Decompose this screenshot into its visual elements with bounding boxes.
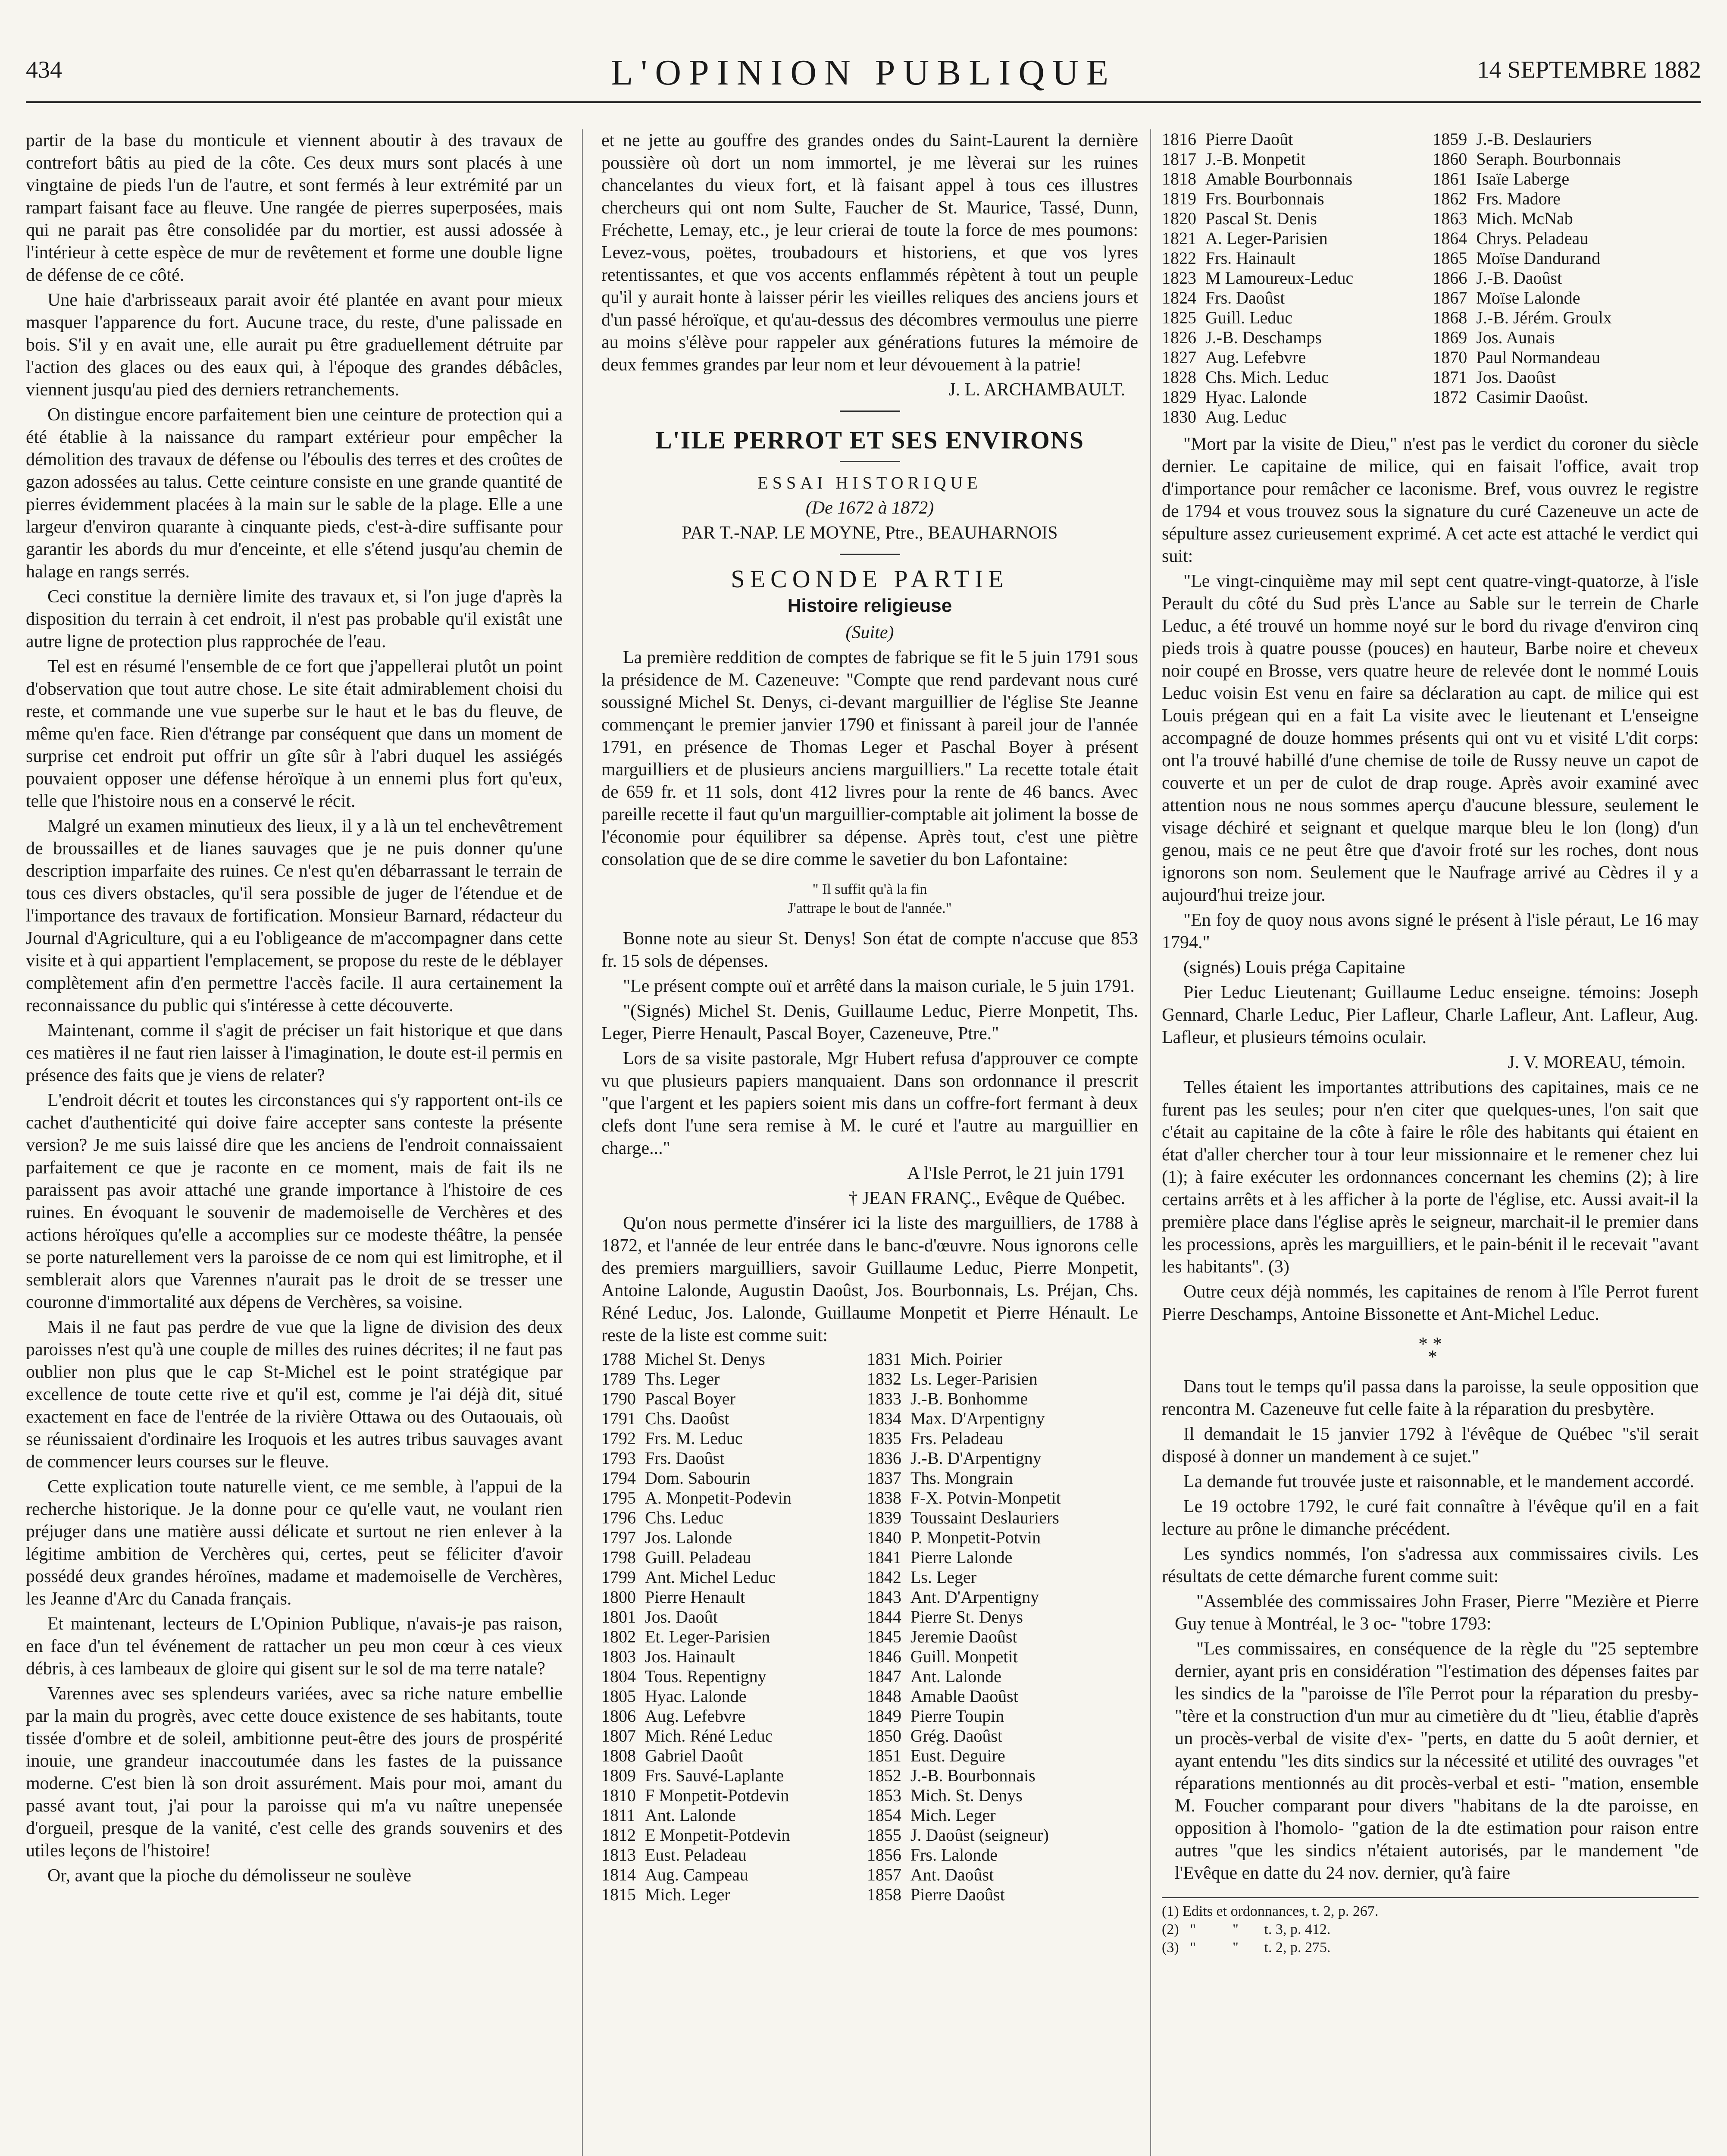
year-cell: 1854 — [867, 1805, 901, 1825]
name-cell: Ant. D'Arpentigny — [910, 1587, 1039, 1607]
name-cell: Toussaint Deslauriers — [910, 1508, 1059, 1527]
part-subtitle: Histoire religieuse — [787, 595, 952, 616]
name-cell: Mich. St. Denys — [910, 1786, 1023, 1805]
table-row — [1162, 129, 1699, 149]
table-row — [1162, 308, 1699, 328]
name-cell: Ant. Michel Leduc — [645, 1567, 776, 1587]
year-cell: 1805 — [601, 1686, 636, 1706]
name-cell: Jeremie Daoûst — [910, 1627, 1017, 1646]
column-2 — [601, 129, 1138, 1905]
name-cell: Ant. Lalonde — [910, 1667, 1001, 1686]
name-cell: Moïse Dandurand — [1476, 248, 1601, 268]
table-row — [1162, 229, 1699, 248]
name-cell: Jos. Hainault — [645, 1647, 735, 1666]
paragraph: Outre ceux déjà nommés, les capitaines de renom à l'île Perrot furent Pierre Deschamps, Antoine Bissonette et Ant-Michel Leduc. — [1162, 1282, 1699, 1324]
name-cell: Ths. Mongrain — [910, 1468, 1013, 1488]
paragraph: Pier Leduc Lieutenant; Guillaume Leduc enseigne. témoins: Joseph Gennard, Charle Leduc, Pier Lafleur, Charle Lafleur, Ant. Lafleur, Aug. Lafleur, et plusieurs témoins oculair. — [1162, 983, 1699, 1047]
paragraph: Il demandait le 15 janvier 1792 à l'évêque de Québec "s'il serait disposé à donner un mandement à ce sujet." — [1162, 1424, 1699, 1467]
paragraph: Dans tout le temps qu'il passa dans la paroisse, la seule opposition que rencontra M. Cazeneuve fut celle faite à la réparation du presbytère. — [1162, 1377, 1699, 1419]
table-row — [601, 1726, 1138, 1746]
name-cell: Frs. Sauvé-Laplante — [645, 1766, 784, 1785]
table-row — [601, 1389, 1138, 1409]
table-row — [601, 1349, 1138, 1369]
year-cell: 1828 — [1162, 367, 1196, 387]
divider — [840, 461, 900, 462]
table-row — [601, 1686, 1138, 1706]
name-cell: Frs. Madore — [1476, 189, 1561, 208]
name-cell: Frs. Peladeau — [910, 1429, 1004, 1448]
year-cell: 1793 — [601, 1448, 636, 1468]
marguilliers-table — [601, 1349, 1138, 1905]
name-cell: Isaïe Laberge — [1476, 169, 1570, 188]
name-cell: Ls. Leger — [910, 1567, 977, 1587]
table-row — [601, 1429, 1138, 1448]
name-cell: Eust. Peladeau — [645, 1845, 747, 1865]
paragraph: partir de la base du monticule et viennent aboutir à des travaux de contrefort bâtis au pied de la côte. Ces deux murs sont placés à une vingtaine de pieds l'un de l'autre, et sont fermés à leur extrémité par un rampart faisant face au fleuve. Une rangée de pierres superposées, mais qui ne parait pas être consolidée par du mortier, est aussi adossée à l'intérieur à cette espèce de mur de revêtement et forme une double ligne de défense de ce côté. — [26, 131, 563, 285]
year-cell: 1830 — [1162, 407, 1196, 426]
year-cell: 1798 — [601, 1548, 636, 1567]
year-cell: 1815 — [601, 1885, 636, 1904]
name-cell: F Monpetit-Potdevin — [645, 1786, 789, 1805]
name-cell: Hyac. Lalonde — [1205, 387, 1307, 407]
name-cell: J.-B. Deschamps — [1205, 328, 1322, 347]
name-cell: Seraph. Bourbonnais — [1476, 149, 1621, 169]
quoted-paragraph: "Assemblée des commissaires John Fraser, Pierre "Mezière et Pierre Guy tenue à Montréal, le 3 oc- "tobre 1793: — [1175, 1592, 1699, 1634]
year-cell: 1823 — [1162, 268, 1196, 288]
footnote: (3) " " t. 2, p. 275. — [1162, 1940, 1331, 1955]
name-cell: Ant. Daoûst — [910, 1865, 994, 1884]
year-cell: 1867 — [1433, 288, 1467, 307]
author-signature: J. L. ARCHAMBAULT. — [948, 380, 1125, 400]
year-cell: 1811 — [601, 1805, 635, 1825]
name-cell: Casimir Daoûst. — [1476, 387, 1589, 407]
paragraph: Et maintenant, lecteurs de L'Opinion Publique, n'avais-je pas raison, en face d'un tel événement de rattacher un peu mon cœur à ces vieux débris, à ces lambeaux de gloire qui gisent sur le sol de ma terre natale? — [26, 1614, 563, 1679]
name-cell: Frs. Hainault — [1205, 248, 1295, 268]
divider — [840, 554, 900, 555]
paragraph: Or, avant que la pioche du démolisseur ne soulève — [47, 1866, 411, 1886]
paragraph: Lors de sa visite pastorale, Mgr Hubert refusa d'approuver ce compte vu que plusieurs papiers manquaient. Dans son ordonnance il prescrit "que l'argent et les papiers soient mis dans un coffre-fort fermant à deux clefs dont l'une sera remise à M. le curé et l'autre au marguillier en charge..." — [601, 1049, 1138, 1158]
masthead: L'OPINION PUBLIQUE — [610, 53, 1117, 93]
year-cell: 1825 — [1162, 308, 1196, 327]
year-cell: 1809 — [601, 1766, 636, 1785]
name-cell: Frs. M. Leduc — [645, 1429, 743, 1448]
divider — [840, 411, 900, 412]
year-cell: 1794 — [601, 1468, 636, 1488]
table-row — [601, 1805, 1138, 1825]
poem-line: J'attrape le bout de l'année." — [788, 900, 952, 916]
year-cell: 1836 — [867, 1448, 901, 1468]
page-number: 434 — [26, 56, 62, 83]
year-cell: 1831 — [867, 1349, 901, 1369]
year-cell: 1845 — [867, 1627, 901, 1646]
table-row — [1162, 288, 1699, 308]
name-cell: Chs. Leduc — [645, 1508, 724, 1527]
year-cell: 1808 — [601, 1746, 636, 1765]
year-cell: 1792 — [601, 1429, 636, 1448]
year-cell: 1856 — [867, 1845, 901, 1865]
name-cell: Guill. Leduc — [1205, 308, 1293, 327]
year-cell: 1861 — [1433, 169, 1467, 188]
paragraph: Bonne note au sieur St. Denys! Son état de compte n'accuse que 853 fr. 15 sols de dépenses. — [601, 929, 1138, 971]
table-row — [1162, 169, 1699, 189]
year-cell: 1795 — [601, 1488, 636, 1507]
table-row — [1162, 348, 1699, 367]
paragraph: Une haie d'arbrisseaux parait avoir été plantée en avant pour mieux masquer l'apparence du fort. Aucune trace, du reste, d'une palissade en bois. S'il y en avait une, elle aurait pu être graduellement détruite par l'action des glaces ou des eaux qui, à l'époque des grandes débâcles, viennent jusqu'au pied des derniers retranchements. — [26, 290, 563, 400]
column-divider — [1150, 129, 1151, 2156]
poem-quote — [601, 880, 1138, 918]
name-cell: Moïse Lalonde — [1476, 288, 1580, 307]
table-row — [601, 1548, 1138, 1567]
paragraph: "Le vingt-cinquième may mil sept cent quatre-vingt-quatorze, à l'isle Perault du côté du Sud près L'ance au Sable sur le terrein de Charle Leduc, a été trouvé un homme noyé sur le bord du rivage d'environ cinq pieds trois à quatre pousse (pouces) en hauteur, Barbe noire et cheveux noir coupé en Brosse, vers quatre heure de relevée dont le nommé Louis Leduc voisin Est venu en faire sa déclaration au capt. de milice qui est Louis prégean qui en a fait La visite avec le lieutenant et L'enseigne accompagné de douze hommes présents qui ont vu et visité L'dit corps: ont l'a trouvé habillé d'une chemise de toile de Russy neuve un capot de couverte et un per de culot de drap rouge. Après avoir examiné avec attention nous ne nous sommes aperçu d'aucune blessure, seulement le visage déchiré et seignant et quelque marque bleu le lon (long) d'un genou, mais ce ne peut être que d'avoir froté sur les roches, dont nous ignorons son nom. Seulement que le Naufrage arrivé au Cèdres il y a aujourd'hui treize jour. — [1162, 571, 1699, 905]
table-row — [601, 1746, 1138, 1766]
name-cell: M Lamoureux-Leduc — [1205, 268, 1354, 288]
column-3 — [1162, 129, 1699, 1957]
name-cell: Chs. Daoûst — [645, 1409, 729, 1428]
paragraph: On distingue encore parfaitement bien une ceinture de protection qui a été établie à la naissance du rampart extérieur pour empêcher la démolition des travaux de défense ou l'éboulis des terres et des croûtes de gazon adossées au talus. Cette ceinture consiste en une grande quantité de pierres évidemment placées à la main sur le sable de la plage. Elle a une largeur d'environ quarante à cinquante pieds, c'est-à-dire suffisante pour garantir les abords du mur d'enceinte, et elle s'étend jusqu'au chemin de halage en rangs serrés. — [26, 405, 563, 582]
table-row — [601, 1508, 1138, 1528]
year-cell: 1817 — [1162, 149, 1196, 169]
year-cell: 1859 — [1433, 129, 1467, 149]
year-cell: 1868 — [1433, 308, 1467, 327]
name-cell: Frs. Bourbonnais — [1205, 189, 1324, 208]
name-cell: Ls. Leger-Parisien — [910, 1369, 1038, 1388]
year-cell: 1865 — [1433, 248, 1467, 268]
name-cell — [1476, 407, 1699, 427]
year-cell: 1807 — [601, 1726, 636, 1745]
year-cell: 1862 — [1433, 189, 1467, 208]
name-cell: Jos. Daoût — [645, 1607, 718, 1626]
year-cell: 1788 — [601, 1349, 636, 1369]
article-title: L'ILE PERROT ET SES ENVIRONS — [655, 426, 1085, 454]
name-cell: Dom. Sabourin — [645, 1468, 751, 1488]
year-cell: 1840 — [867, 1528, 901, 1547]
table-row — [1162, 149, 1699, 169]
year-cell: 1806 — [601, 1706, 636, 1726]
marguilliers-table-continued — [1162, 129, 1699, 427]
table-row — [1162, 407, 1699, 427]
header-rule — [26, 101, 1701, 103]
name-cell: Et. Leger-Parisien — [645, 1627, 770, 1646]
year-cell: 1858 — [867, 1885, 901, 1904]
year-cell: 1803 — [601, 1647, 636, 1666]
column-divider — [582, 129, 583, 2156]
year-cell: 1827 — [1162, 348, 1196, 367]
table-row — [601, 1448, 1138, 1468]
year-cell: 1851 — [867, 1746, 901, 1765]
year-cell: 1833 — [867, 1389, 901, 1408]
footnotes — [1162, 1897, 1699, 1957]
name-cell: Aug. Campeau — [645, 1865, 748, 1884]
table-row — [601, 1627, 1138, 1647]
table-row — [601, 1567, 1138, 1587]
year-cell: 1869 — [1433, 328, 1467, 347]
table-row — [601, 1528, 1138, 1548]
year-cell: 1847 — [867, 1667, 901, 1686]
year-cell: 1819 — [1162, 189, 1196, 208]
table-row — [601, 1885, 1138, 1905]
year-cell: 1866 — [1433, 268, 1467, 288]
issue-date: 14 SEPTEMBRE 1882 — [1477, 56, 1701, 83]
name-cell: A. Leger-Parisien — [1205, 229, 1328, 248]
year-cell: 1872 — [1433, 387, 1467, 407]
name-cell: Frs. Daoûst — [645, 1448, 725, 1468]
year-cell: 1846 — [867, 1647, 901, 1666]
table-row — [1162, 189, 1699, 209]
year-cell: 1789 — [601, 1369, 636, 1388]
name-cell: Frs. Lalonde — [910, 1845, 998, 1865]
table-row — [601, 1587, 1138, 1607]
name-cell: Jos. Aunais — [1476, 328, 1555, 347]
name-cell: Chs. Mich. Leduc — [1205, 367, 1329, 387]
year-cell: 1826 — [1162, 328, 1196, 347]
year-cell: 1791 — [601, 1409, 636, 1428]
paragraph: Tel est en résumé l'ensemble de ce fort que j'appellerai plutôt un point d'observation que tout autre chose. Le site était admirablement choisi du reste, et commande une vue superbe sur le haut et le bas du fleuve, de même qu'en face. Rien d'étrange par conséquent que dans un moment de surprise cet endroit put offrir un gîte sûr à l'abri duquel les assiégés pouvaient opposer une défense héroïque à un ennemi plus fort qu'eux, telle que l'histoire nous en a conservé le récit. — [26, 657, 563, 811]
paragraph: "Mort par la visite de Dieu," n'est pas le verdict du coroner du siècle dernier. Le capitaine de milice, qui en faisait l'office, avait trop d'importance pour remâcher ce laconisme. Bref, vous ouvrez le registre de 1794 et vous trouvez sous la signature du curé Cazeneuve un acte de sépulture assez curieusement exprimé. A cet acte est attaché le verdict qui suit: — [1162, 434, 1699, 566]
name-cell: Jos. Daoûst — [1476, 367, 1556, 387]
page-header — [26, 43, 1701, 95]
table-row — [601, 1845, 1138, 1865]
year-cell: 1871 — [1433, 367, 1467, 387]
year-cell: 1855 — [867, 1825, 901, 1845]
table-row — [601, 1786, 1138, 1805]
name-cell: A. Monpetit-Podevin — [645, 1488, 792, 1507]
table-row — [1162, 387, 1699, 407]
paragraph: "Le présent compte ouï et arrêté dans la maison curiale, le 5 juin 1791. — [623, 976, 1135, 996]
name-cell: Michel St. Denys — [645, 1349, 765, 1369]
table-row — [601, 1667, 1138, 1686]
year-cell: 1844 — [867, 1607, 901, 1626]
name-cell: Amable Bourbonnais — [1205, 169, 1353, 188]
name-cell: Aug. Lefebvre — [1205, 348, 1306, 367]
name-cell: Frs. Daoûst — [1205, 288, 1285, 307]
column-1 — [26, 129, 563, 1890]
year-cell: 1837 — [867, 1468, 901, 1488]
paragraph: Malgré un examen minutieux des lieux, il y a là un tel enchevêtrement de broussailles et de lianes sauvages que je ne puis donner qu'une description imparfaite des ruines. Ce n'est qu'en débarrassant le terrain de tous ces divers obstacles, qu'il sera possible de juger de l'étendue et de l'importance des travaux de fortification. Monsieur Barnard, rédacteur du Journal d'Agriculture, qui a eu l'obligeance de m'accompagner dans cette visite et à qui appartient l'emplacement, se propose du reste de le déblayer complètement afin d'en permettre l'accès facile. Il aura certainement la reconnaissance du public qui s'intéresse à cette découverte. — [26, 816, 563, 1015]
year-cell — [1433, 407, 1476, 427]
year-cell: 1841 — [867, 1548, 901, 1567]
footnote: (2) " " t. 3, p. 412. — [1162, 1921, 1331, 1937]
year-cell: 1813 — [601, 1845, 636, 1865]
year-cell: 1818 — [1162, 169, 1196, 188]
table-row — [601, 1409, 1138, 1429]
year-cell: 1820 — [1162, 209, 1196, 228]
essay-author: PAR T.-NAP. LE MOYNE, Ptre., BEAUHARNOIS — [682, 523, 1058, 543]
year-cell: 1839 — [867, 1508, 901, 1527]
year-cell: 1843 — [867, 1587, 901, 1607]
name-cell: Ths. Leger — [645, 1369, 720, 1388]
year-cell: 1829 — [1162, 387, 1196, 407]
bishop-signature: † JEAN FRANÇ., Evêque de Québec. — [848, 1188, 1125, 1208]
year-cell: 1849 — [867, 1706, 901, 1726]
year-cell: 1857 — [867, 1865, 901, 1884]
name-cell: Mich. Réné Leduc — [645, 1726, 773, 1745]
name-cell: Guill. Monpetit — [910, 1647, 1018, 1666]
paragraph: (signés) Louis préga Capitaine — [1183, 958, 1405, 978]
name-cell: Mich. McNab — [1476, 209, 1573, 228]
poem-line: " Il suffit qu'à la fin — [812, 881, 927, 897]
year-cell: 1853 — [867, 1786, 901, 1805]
year-cell: 1863 — [1433, 209, 1467, 228]
paragraph: La demande fut trouvée juste et raisonnable, et le mandement accordé. — [1183, 1472, 1694, 1492]
essay-label: ESSAI HISTORIQUE — [757, 473, 982, 492]
table-row — [601, 1865, 1138, 1885]
witness-signature: J. V. MOREAU, témoin. — [1508, 1053, 1686, 1072]
footnote: (1) Edits et ordonnances, t. 2, p. 267. — [1162, 1903, 1379, 1919]
name-cell: P. Monpetit-Potvin — [910, 1528, 1041, 1547]
table-row — [601, 1488, 1138, 1508]
paragraph: Varennes avec ses splendeurs variées, avec sa riche nature embellie par la main du progrès, avec cette douce existence de ses habitants, toute tissée d'ombre et de soleil, ambitionne peut-être des jours de prospérité inouie, une grandeur inaccoutumée dans les fastes de la puissance moderne. C'est bien là son droit assurément. Mais pour moi, amant du passé avant tout, j'ai pour la paroisse qui m'a vu naître unepensée d'orgueil, presque de la vanité, c'est celle des grands souvenirs et des utiles leçons de l'histoire! — [26, 1684, 563, 1861]
name-cell: Pierre Toupin — [910, 1706, 1004, 1726]
year-cell: 1790 — [601, 1389, 636, 1408]
year-cell: 1821 — [1162, 229, 1196, 248]
name-cell: Pierre Lalonde — [910, 1548, 1013, 1567]
essay-dates: (De 1672 à 1872) — [805, 498, 934, 518]
paragraph: Qu'on nous permette d'insérer ici la liste des marguilliers, de 1788 à 1872, et l'année de leur entrée dans le banc-d'œuvre. Nous ignorons celle des premiers marguilliers, savoir Guillaume Leduc, Pierre Monpetit, Antoine Lalonde, Augustin Daoûst, Jos. Bourbonnais, Ls. Préjan, Chs. Réné Leduc, Jos. Lalonde, Guillaume Monpetit et Pierre Hénault. Le reste de la liste est comme suit: — [601, 1213, 1138, 1345]
name-cell: Mich. Poirier — [910, 1349, 1003, 1369]
paragraph: Ceci constitue la dernière limite des travaux et, si l'on juge d'après la disposition du terrain à cet endroit, il n'est pas probable qu'il existât une autre ligne de protection plus rapprochée de l'eau. — [26, 587, 563, 652]
year-cell: 1796 — [601, 1508, 636, 1527]
name-cell: Pascal St. Denis — [1205, 209, 1317, 228]
year-cell: 1832 — [867, 1369, 901, 1388]
year-cell: 1824 — [1162, 288, 1196, 307]
name-cell: Aug. Leduc — [1205, 407, 1287, 426]
name-cell: Max. D'Arpentigny — [910, 1409, 1045, 1428]
year-cell: 1801 — [601, 1607, 636, 1626]
name-cell: J. Daoûst (seigneur) — [910, 1825, 1049, 1845]
name-cell: J.-B. Daoûst — [1476, 268, 1562, 288]
year-cell: 1800 — [601, 1587, 636, 1607]
table-row — [601, 1369, 1138, 1389]
table-row — [1162, 248, 1699, 268]
name-cell: Pierre Daoût — [1205, 129, 1293, 149]
year-cell: 1816 — [1162, 129, 1196, 149]
year-cell: 1850 — [867, 1726, 901, 1745]
year-cell: 1838 — [867, 1488, 901, 1507]
table-row — [601, 1647, 1138, 1667]
name-cell: Hyac. Lalonde — [645, 1686, 747, 1706]
name-cell: J.-B. Bonhomme — [910, 1389, 1028, 1408]
paragraph: Les syndics nommés, l'on s'adressa aux commissaires civils. Les résultats de cette démarche furent comme suit: — [1162, 1544, 1699, 1586]
name-cell: Aug. Lefebvre — [645, 1706, 746, 1726]
name-cell: J.-B. Deslauriers — [1476, 129, 1592, 149]
name-cell: Amable Daoûst — [910, 1686, 1018, 1706]
name-cell: Jos. Lalonde — [645, 1528, 732, 1547]
year-cell: 1864 — [1433, 229, 1467, 248]
section-asterism: * * * — [1418, 1333, 1442, 1367]
year-cell: 1852 — [867, 1766, 901, 1785]
name-cell: J.-B. Bourbonnais — [910, 1766, 1036, 1785]
year-cell: 1804 — [601, 1667, 636, 1686]
name-cell: Gabriel Daoût — [645, 1746, 743, 1765]
year-cell: 1860 — [1433, 149, 1467, 169]
year-cell: 1870 — [1433, 348, 1467, 367]
year-cell: 1810 — [601, 1786, 636, 1805]
name-cell: J.-B. Monpetit — [1205, 149, 1306, 169]
paragraph: et ne jette au gouffre des grandes ondes du Saint-Laurent la dernière poussière où dort un nom immortel, je me lèverai sur les ruines chancelantes du vieux fort, et là faisant appel à tous ces illustres chercheurs qui ont nom Sulte, Faucher de St. Maurice, Tassé, Dunn, Fréchette, Lemay, etc., je leur crierai de toute la force de mes poumons: Levez-vous, poëtes, troubadours et historiens, et que vos lyres retentissantes, et que vos accents enflammés répètent à tout un peuple qu'il y aurait honte à laisser périr les vieilles reliques des anciens jours et d'un passé héroïque, et qu'au-dessus des décombres vermoulus une pierre au moins s'élève pour rappeler aux générations futures la mémoire de deux femmes grandes par leur nom et leur dévouement à la patrie! — [601, 131, 1138, 375]
name-cell: Tous. Repentigny — [645, 1667, 767, 1686]
year-cell: 1802 — [601, 1627, 636, 1646]
name-cell: J.-B. D'Arpentigny — [910, 1448, 1042, 1468]
name-cell: E Monpetit-Potdevin — [645, 1825, 790, 1845]
table-row — [601, 1766, 1138, 1786]
name-cell: Eust. Deguire — [910, 1746, 1005, 1765]
name-cell: J.-B. Jérém. Groulx — [1476, 308, 1612, 327]
paragraph: Telles étaient les importantes attributions des capitaines, mais ce ne furent pas les seules; pour n'en citer que quelques-unes, l'on sait que c'était au capitaine de la côte à faire le rôle des habitants qui étaient en état d'aller chercher tour à tour leur missionnaire et le remener chez lui (1); à faire exécuter les ordonnances concernant les chemins (2); à lire certains arrêts et à les afficher à la porte de l'église, etc. Aussi avait-il la première place dans l'église après le seigneur, marchait-il le premier dans les processions, après les marguilliers, et le pain-bénit il le recevait "avant les habitants". (3) — [1162, 1078, 1699, 1277]
name-cell: Pierre Daoûst — [910, 1885, 1005, 1904]
name-cell: Pierre Henault — [645, 1587, 745, 1607]
year-cell: 1822 — [1162, 248, 1196, 268]
name-cell: Ant. Lalonde — [645, 1805, 736, 1825]
table-row — [601, 1607, 1138, 1627]
paragraph: Mais il ne faut pas perdre de vue que la ligne de division des deux paroisses n'est qu'à une couple de milles des ruines décrites; il ne faut pas oublier non plus que le cap St-Michel est le point stratégique par excellence de toute cette rive et qu'il est, comme je l'ai déjà dit, situé exactement en face de l'entrée de la rivière Ottawa ou des Outaouais, où se réunissaient d'ordinaire les Iroquois et les autres tribus sauvages avant de commencer leurs courses sur le fleuve. — [26, 1317, 563, 1472]
paragraph: "En foy de quoy nous avons signé le présent à l'isle péraut, Le 16 may 1794." — [1162, 910, 1699, 953]
paragraph: Maintenant, comme il s'agit de préciser un fait historique et que dans ces matières il ne faut rien laisser à l'imagination, le doute est-il permis en présence des faits que je viens de relater? — [26, 1021, 563, 1085]
name-cell: Mich. Leger — [645, 1885, 730, 1904]
year-cell: 1848 — [867, 1686, 901, 1706]
table-row — [601, 1825, 1138, 1845]
year-cell: 1797 — [601, 1528, 636, 1547]
name-cell: F-X. Potvin-Monpetit — [910, 1488, 1061, 1507]
year-cell: 1799 — [601, 1567, 636, 1587]
table-row — [1162, 328, 1699, 348]
year-cell: 1814 — [601, 1865, 636, 1884]
name-cell: Guill. Peladeau — [645, 1548, 751, 1567]
year-cell: 1835 — [867, 1429, 901, 1448]
table-row — [1162, 367, 1699, 387]
table-row — [601, 1468, 1138, 1488]
table-row — [1162, 268, 1699, 288]
paragraph: La première reddition de comptes de fabrique se fit le 5 juin 1791 sous la présidence de M. Cazeneuve: "Compte que rend pardevant nous curé soussigné Michel St. Denys, ci-devant marguillier de l'église Ste Jeanne commençant le premier janvier 1790 et finissant à pareil jour de l'année 1791, en présence de Thomas Leger et Paschal Boyer à présent marguilliers et de plusieurs anciens marguilliers." La recette totale était de 659 fr. et 11 sols, dont 412 livres pour la rente de 46 bancs. Avec pareille recette il faut qu'un marguillier-comptable ait joliment la bosse de l'économie pour équilibrer sa dépense. Après tout, c'est une piètre consolation que de se dire comme le savetier du bon Lafontaine: — [601, 648, 1138, 869]
place-date: A l'Isle Perrot, le 21 juin 1791 — [907, 1163, 1125, 1183]
paragraph: Le 19 octobre 1792, le curé fait connaître à l'évêque qu'il en a fait lecture au prône le dimanche précédent. — [1162, 1497, 1699, 1539]
suite-label: (Suite) — [845, 623, 894, 642]
year-cell: 1842 — [867, 1567, 901, 1587]
name-cell: Grég. Daoûst — [910, 1726, 1003, 1745]
name-cell: Pascal Boyer — [645, 1389, 735, 1408]
part-title: SECONDE PARTIE — [731, 565, 1009, 593]
name-cell: Pierre St. Denys — [910, 1607, 1023, 1626]
name-cell: Mich. Leger — [910, 1805, 996, 1825]
year-cell: 1812 — [601, 1825, 636, 1845]
name-cell: Chrys. Peladeau — [1476, 229, 1589, 248]
paragraph: "(Signés) Michel St. Denis, Guillaume Leduc, Pierre Monpetit, Ths. Leger, Pierre Henault, Pascal Boyer, Cazeneuve, Ptre." — [601, 1001, 1138, 1044]
paragraph: Cette explication toute naturelle vient, ce me semble, à l'appui de la recherche historique. Je la donne pour ce qu'elle vaut, ne voulant rien préjuger dans une matière aussi délicate et surtout ne rien enlever à la légitime ambition de Verchères qui, certes, peut se féliciter d'avoir possédé deux grandes héroïnes, madame et mademoiselle de Verchères, les Jeanne d'Arc du Canada français. — [26, 1477, 563, 1609]
year-cell: 1834 — [867, 1409, 901, 1428]
quoted-paragraph: "Les commissaires, en conséquence de la règle du "25 septembre dernier, ayant pris en considération "l'estimation des dépenses faites par les sindics de la "paroisse de l'île Perrot pour la réparation du presby- "tère et la construction d'un mur au cimetière du dt "lieu, établie d'après un procès-verbal de visite d'ex- "perts, en datte du 5 août dernier, et ayant entendu "les dits sindics sur la nécessité et utilité des ouvrages "et réparations mentionnés au dit procès-verbal et esti- "mation, ensemble M. Foucher comparant pour divers "habitans de la dte paroisse, en opposition à l'homolo- "gation de la dte estimation pour raison entre autres "que les sindics n'étaient autorisés, par le mandement "de l'Evêque en datte du 24 nov. dernier, qu'à faire — [1175, 1639, 1699, 1883]
table-row — [601, 1706, 1138, 1726]
paragraph: L'endroit décrit et toutes les circonstances qui s'y rapportent ont-ils ce cachet d'authenticité qui doive faire accepter sans conteste la présente version? Je me suis laissé dire que les anciens de l'endroit connaissaient parfaitement ce que je raconte en ce moment, mais de fait ils ne paraissent pas avoir attaché une grande importance à l'histoire de ces ruines. En évoquant le souvenir de mademoiselle de Verchères et des actions héroïques qu'elle a accomplies sur ce modeste théâtre, la pensée se porte naturellement vers la paroisse de ce nom qui est limitrophe, et il semblerait alors que Varennes n'aurait pas le droit de se tresser une couronne d'immortalité aux dépens de Verchères, sa voisine. — [26, 1091, 563, 1312]
name-cell: Paul Normandeau — [1476, 348, 1600, 367]
table-row — [1162, 209, 1699, 229]
